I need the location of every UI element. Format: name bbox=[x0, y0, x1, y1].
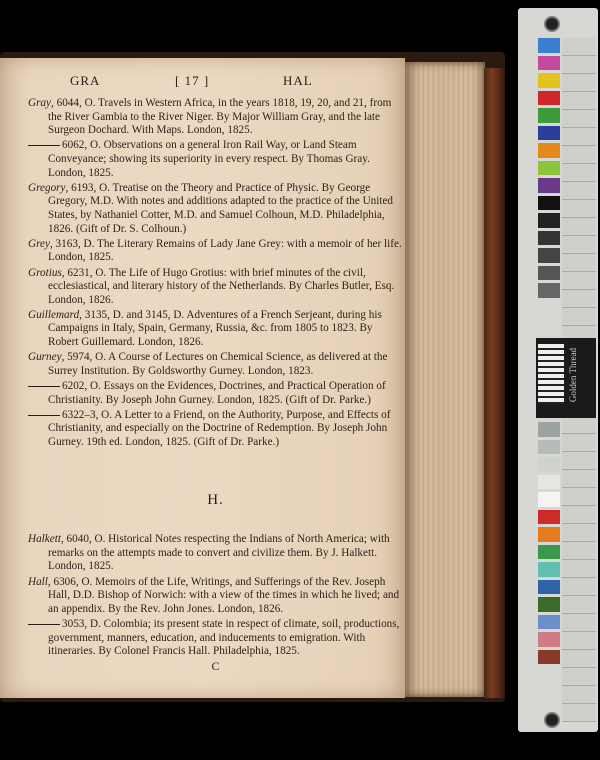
color-swatch bbox=[538, 108, 560, 123]
entry-text: , 6193, O. Treatise on the Theory and Practice of Physic. By George Gregory, M.D. With notes and additions adapted to the practice of the United States, by Nathaniel Cotter, M.D. and Samuel Colhoun, M.D. Philadelphia, 1826. (Gift of Dr. S. Colhoun.) bbox=[48, 181, 394, 235]
ditto-dash bbox=[28, 415, 60, 416]
catalog-entry bbox=[28, 139, 403, 180]
color-swatch bbox=[538, 422, 560, 437]
color-swatch bbox=[538, 440, 560, 455]
catalog-entry bbox=[28, 182, 403, 236]
color-swatch bbox=[538, 126, 560, 141]
catalog-entry bbox=[28, 97, 403, 138]
entry-author: Halkett bbox=[28, 533, 61, 546]
section-heading: H. bbox=[207, 491, 224, 508]
color-calibration-card bbox=[518, 8, 598, 732]
catalog-entry bbox=[28, 267, 403, 308]
color-swatch bbox=[538, 545, 560, 560]
ditto-dash bbox=[28, 624, 60, 625]
entry-text: 3053, D. Colombia; its present state in respect of climate, soil, productions, government, manners, education, and inducements to emigration. With itineraries. By Colonel Francis Hall. Philadelphia, 1825. bbox=[48, 617, 400, 658]
color-swatch bbox=[538, 283, 560, 298]
card-brand: Golden Thread bbox=[568, 348, 578, 403]
entry-author: Grotius bbox=[28, 266, 62, 279]
color-swatch bbox=[538, 475, 560, 490]
entry-author: Hall bbox=[28, 575, 48, 588]
page-edges bbox=[405, 62, 485, 697]
color-swatch bbox=[538, 510, 560, 525]
running-header bbox=[0, 73, 405, 91]
color-swatch bbox=[538, 91, 560, 106]
color-swatch bbox=[538, 632, 560, 647]
entries-section-g bbox=[28, 97, 403, 450]
catalog-entry bbox=[28, 380, 403, 407]
color-swatch bbox=[538, 73, 560, 88]
page-number: [ 17 ] bbox=[175, 73, 210, 88]
card-hole-top bbox=[544, 16, 560, 32]
entry-text: , 3135, D. and 3145, D. Adventures of a French Serjeant, during his Campaigns in Italy, Spain, Germany, Russia, &c. from 1805 to 1823. By Robert Guillemard. London, 1826. bbox=[48, 308, 382, 349]
entries-section-h bbox=[28, 533, 403, 659]
catalog-entry bbox=[28, 409, 403, 450]
color-swatch bbox=[538, 266, 560, 281]
color-swatch bbox=[538, 527, 560, 542]
catalog-entry bbox=[28, 238, 403, 265]
cover-edge bbox=[484, 68, 504, 698]
catalog-entry bbox=[28, 618, 403, 659]
signature-mark: C bbox=[211, 659, 220, 674]
entry-text: , 5974, O. A Course of Lectures on Chemical Science, as delivered at the Surrey Institution. By Goldsworthy Gurney. London, 1823. bbox=[48, 351, 388, 377]
color-swatch bbox=[538, 231, 560, 246]
entry-text: , 6040, O. Historical Notes respecting the Indians of North America; with remarks on the attempts made to convert and civilize them. By J. Halkett. London, 1825. bbox=[48, 533, 390, 573]
entry-author: Grey bbox=[28, 237, 50, 250]
entry-author: Gregory bbox=[28, 181, 66, 194]
entry-text: 6202, O. Essays on the Evidences, Doctrines, and Practical Operation of Christianity. By Joseph John Gurney. London, 1825. (Gift of Dr. Parke.) bbox=[48, 380, 386, 406]
card-ruler-block bbox=[536, 338, 596, 418]
color-swatch bbox=[538, 213, 560, 228]
color-swatch bbox=[538, 650, 560, 665]
catalog-entry bbox=[28, 533, 403, 574]
color-swatch bbox=[538, 562, 560, 577]
catalog-entry bbox=[28, 351, 403, 378]
color-swatch bbox=[538, 615, 560, 630]
color-swatch bbox=[538, 38, 560, 53]
ruler-scale bbox=[538, 344, 564, 404]
entry-author: Guillemard bbox=[28, 308, 80, 321]
header-right: HAL bbox=[283, 73, 313, 88]
header-left: GRA bbox=[70, 73, 101, 88]
color-swatch bbox=[538, 597, 560, 612]
color-swatch bbox=[538, 56, 560, 71]
ditto-dash bbox=[28, 386, 60, 387]
color-swatch bbox=[538, 580, 560, 595]
entry-author: Gurney bbox=[28, 351, 62, 364]
catalog-entry bbox=[28, 576, 403, 617]
color-swatch bbox=[538, 196, 560, 211]
ditto-dash bbox=[28, 145, 60, 146]
color-swatch bbox=[538, 143, 560, 158]
color-swatch bbox=[538, 178, 560, 193]
catalog-text bbox=[28, 97, 403, 674]
card-hole-bottom bbox=[544, 712, 560, 728]
entry-author: Gray bbox=[28, 97, 51, 109]
entry-text: , 6044, O. Travels in Western Africa, in the years 1818, 19, 20, and 21, from the River Gambia to the River Niger. By Major William Gray, and the late Surgeon Dochard. With Maps. London, 1825. bbox=[48, 97, 392, 137]
swatch-column-top bbox=[538, 38, 560, 301]
color-swatch bbox=[538, 161, 560, 176]
color-swatch bbox=[538, 248, 560, 263]
swatch-column-bottom bbox=[538, 422, 560, 667]
entry-text: , 3163, D. The Literary Remains of Lady Jane Grey: with a memoir of her life. London, 1825. bbox=[48, 237, 402, 264]
color-swatch bbox=[538, 457, 560, 472]
catalog-entry bbox=[28, 309, 403, 350]
entry-text: , 6231, O. The Life of Hugo Grotius: with brief minutes of the civil, ecclesiastical, and literary history of the Netherlands. By Charles Butler, Esq. London, 1826. bbox=[48, 266, 395, 306]
entry-text: 6322–3, O. A Letter to a Friend, on the Authority, Purpose, and Effects of Christianity, and especially on the Doctrine of Redemption. By Joseph John Gurney. 19th ed. London, 1825. (Gift of Dr. Parke.) bbox=[48, 408, 391, 448]
entry-text: 6062, O. Observations on a general Iron Rail Way, or Land Steam Conveyance; showing its superiority in every respect. By Thomas Gray. London, 1825. bbox=[48, 139, 370, 179]
entry-text: , 6306, O. Memoirs of the Life, Writings, and Sufferings of the Rev. Joseph Hall, D.D. Bishop of Norwich: with a view of the times in which he lived; and an appendix. By the Rev. John Jones. London, 1826. bbox=[47, 575, 400, 615]
color-swatch bbox=[538, 492, 560, 507]
